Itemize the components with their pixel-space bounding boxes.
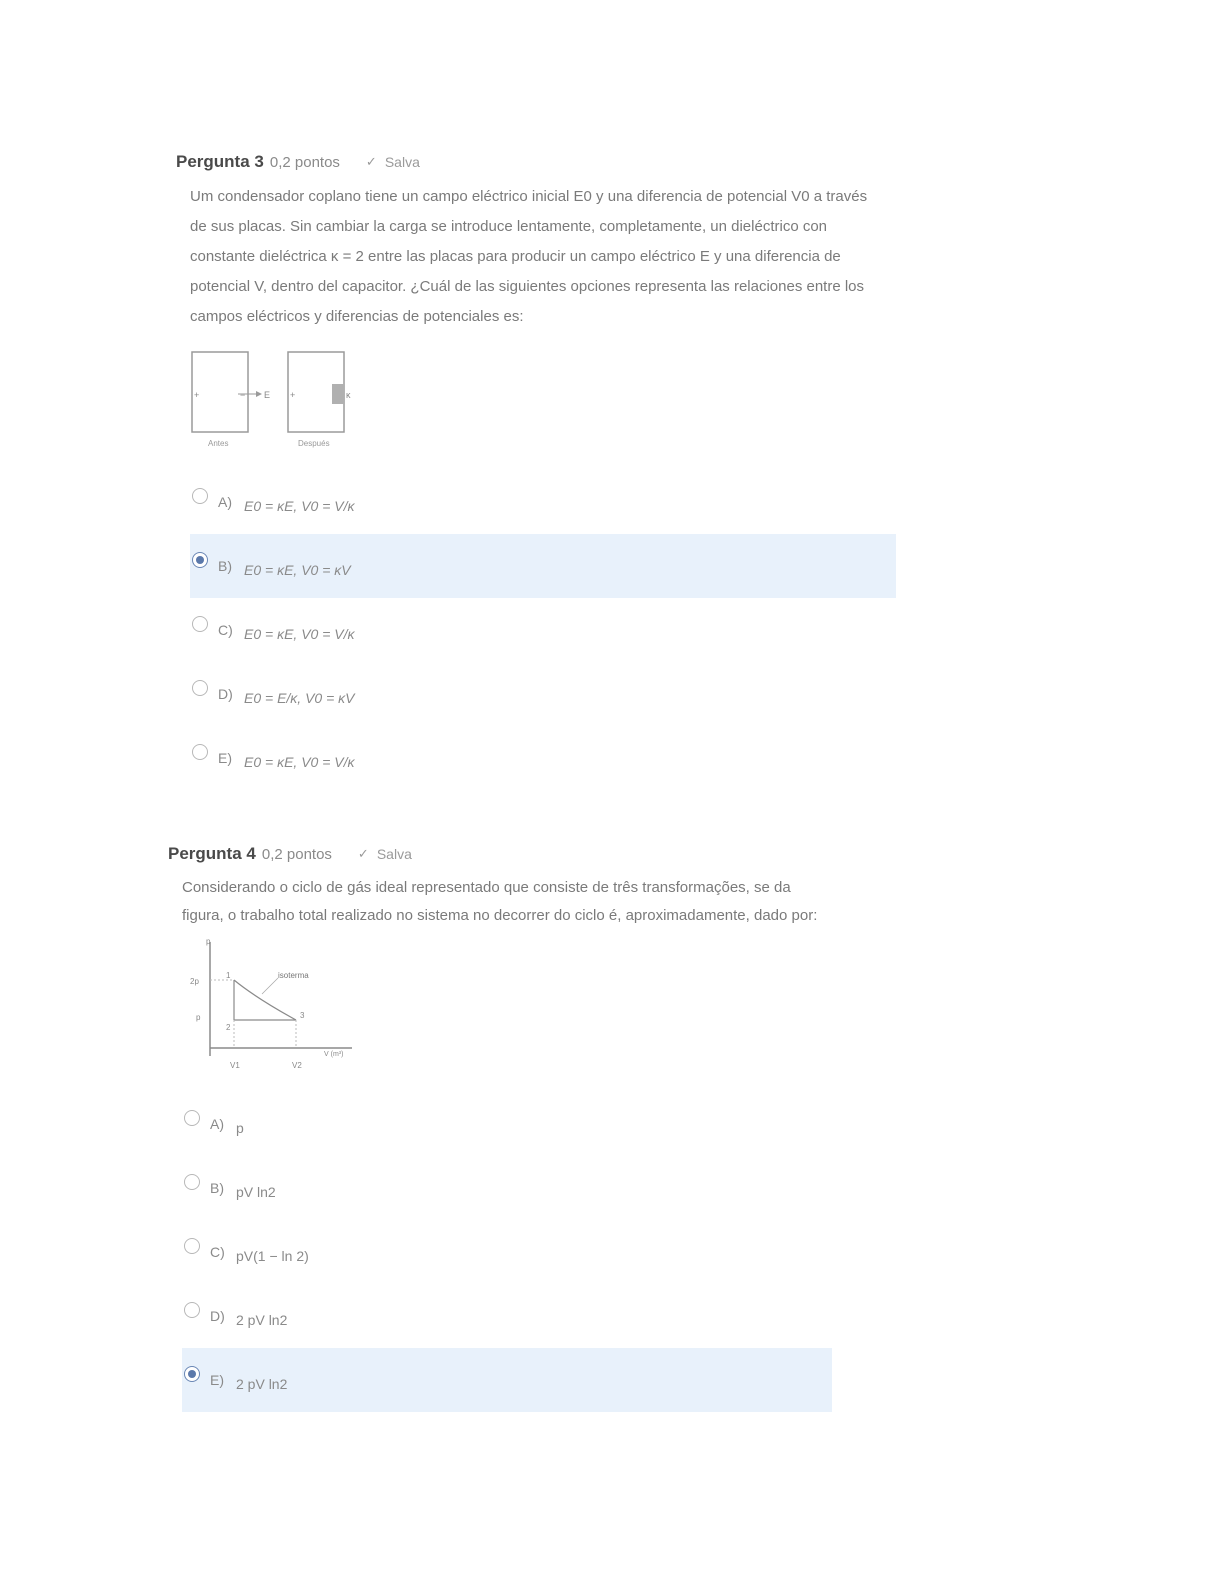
option-letter: C)	[210, 1244, 225, 1260]
point-label: 2	[226, 1023, 231, 1032]
radio-button[interactable]	[184, 1110, 200, 1126]
option-text: 2 pV ln2	[236, 1376, 288, 1392]
option-text: E0 = κE, V0 = V/κ	[244, 754, 355, 770]
option-b[interactable]	[182, 1156, 832, 1220]
answer-options	[182, 1092, 832, 1412]
radio-button[interactable]	[184, 1238, 200, 1254]
x-tick-label: V2	[292, 1061, 302, 1070]
dielectric-block	[332, 384, 344, 404]
pv-diagram-figure	[182, 936, 372, 1076]
option-text: E0 = E/κ, V0 = κV	[244, 690, 355, 706]
option-letter: E)	[218, 750, 232, 766]
option-d[interactable]	[182, 1284, 832, 1348]
e0-label: E	[264, 390, 271, 400]
radio-button[interactable]	[192, 616, 208, 632]
answer-options	[190, 470, 896, 790]
save-status-label: Salva	[376, 846, 412, 862]
option-letter: A)	[210, 1116, 224, 1132]
radio-button[interactable]	[184, 1302, 200, 1318]
option-text: E0 = κE, V0 = V/κ	[244, 498, 355, 514]
option-letter: C)	[218, 622, 233, 638]
question-text: Considerando o ciclo de gás ideal representado que consiste de três transformações, se da figura, o trabalho total realizado no sistema no decorrer do ciclo é, aproximadamente, dado por:	[182, 879, 818, 924]
option-e[interactable]	[182, 1348, 832, 1412]
radio-button[interactable]	[192, 744, 208, 760]
isotherm-curve	[234, 980, 296, 1020]
radio-button[interactable]	[192, 488, 208, 504]
minus-sign: −	[240, 390, 246, 400]
option-letter: D)	[210, 1308, 225, 1324]
option-a[interactable]	[182, 1092, 832, 1156]
radio-button[interactable]	[184, 1174, 200, 1190]
option-text: E0 = κE, V0 = V/κ	[244, 626, 355, 642]
option-text: 2 pV ln2	[236, 1312, 288, 1328]
option-letter: B)	[218, 558, 232, 574]
curve-label: isoterma	[278, 971, 309, 980]
option-text: pV ln2	[236, 1184, 276, 1200]
question-3	[176, 150, 916, 790]
option-a[interactable]	[190, 470, 896, 534]
question-header	[168, 842, 908, 866]
question-title: Pergunta 3	[176, 152, 264, 171]
option-text: pV(1 − ln 2)	[236, 1248, 309, 1264]
question-text: Um condensador coplano tiene un campo eléctrico inicial E0 y una diferencia de potencial V0 a través de sus placas. Sin cambiar la carga se introduce lentamente, completamente, un dieléctrico con constante dieléctrica κ = 2 entre las placas para producir un campo eléctrico E y una diferencia de potencial V, dentro del capacitor. ¿Cuál de las siguientes opciones representa las relaciones entre los campos eléctricos y diferencias de potenciales es:	[190, 188, 868, 325]
save-status-label: Salva	[384, 154, 420, 170]
option-text: p	[236, 1120, 244, 1136]
y-tick-label: 2p	[190, 977, 199, 986]
y-tick-label: p	[196, 1013, 201, 1022]
capacitor-figure	[190, 346, 380, 456]
question-4	[168, 842, 908, 1412]
plus-sign: +	[194, 390, 200, 400]
question-title: Pergunta 4	[168, 844, 256, 863]
option-text: E0 = κE, V0 = κV	[244, 562, 351, 578]
x-tick-label: V1	[230, 1061, 240, 1070]
question-header	[176, 150, 916, 174]
option-b[interactable]	[190, 534, 896, 598]
question-points: 0,2 pontos	[261, 845, 332, 863]
save-status	[366, 154, 420, 170]
after-label: Después	[298, 439, 330, 448]
option-letter: D)	[218, 686, 233, 702]
radio-button[interactable]	[192, 680, 208, 696]
option-c[interactable]	[190, 598, 896, 662]
radio-button[interactable]	[192, 552, 208, 568]
option-letter: B)	[210, 1180, 224, 1196]
arrow-head-icon	[256, 391, 262, 397]
y-axis-label: p	[206, 937, 211, 946]
before-label: Antes	[208, 439, 229, 448]
option-letter: E)	[210, 1372, 224, 1388]
radio-button[interactable]	[184, 1366, 200, 1382]
pv-diagram	[182, 936, 372, 1076]
point-label: 3	[300, 1011, 305, 1020]
option-letter: A)	[218, 494, 232, 510]
check-icon: ✓	[357, 846, 369, 861]
kappa-label: κ	[346, 390, 351, 400]
capacitor-diagram	[190, 346, 380, 456]
save-status	[358, 846, 412, 862]
check-icon: ✓	[365, 154, 377, 169]
option-e[interactable]	[190, 726, 896, 790]
point-label: 1	[226, 971, 231, 980]
x-axis-label: V (m³)	[324, 1051, 344, 1058]
option-d[interactable]	[190, 662, 896, 726]
question-points: 0,2 pontos	[269, 153, 340, 171]
option-c[interactable]	[182, 1220, 832, 1284]
plus-sign: +	[290, 390, 296, 400]
curve-label-pointer	[262, 978, 278, 994]
